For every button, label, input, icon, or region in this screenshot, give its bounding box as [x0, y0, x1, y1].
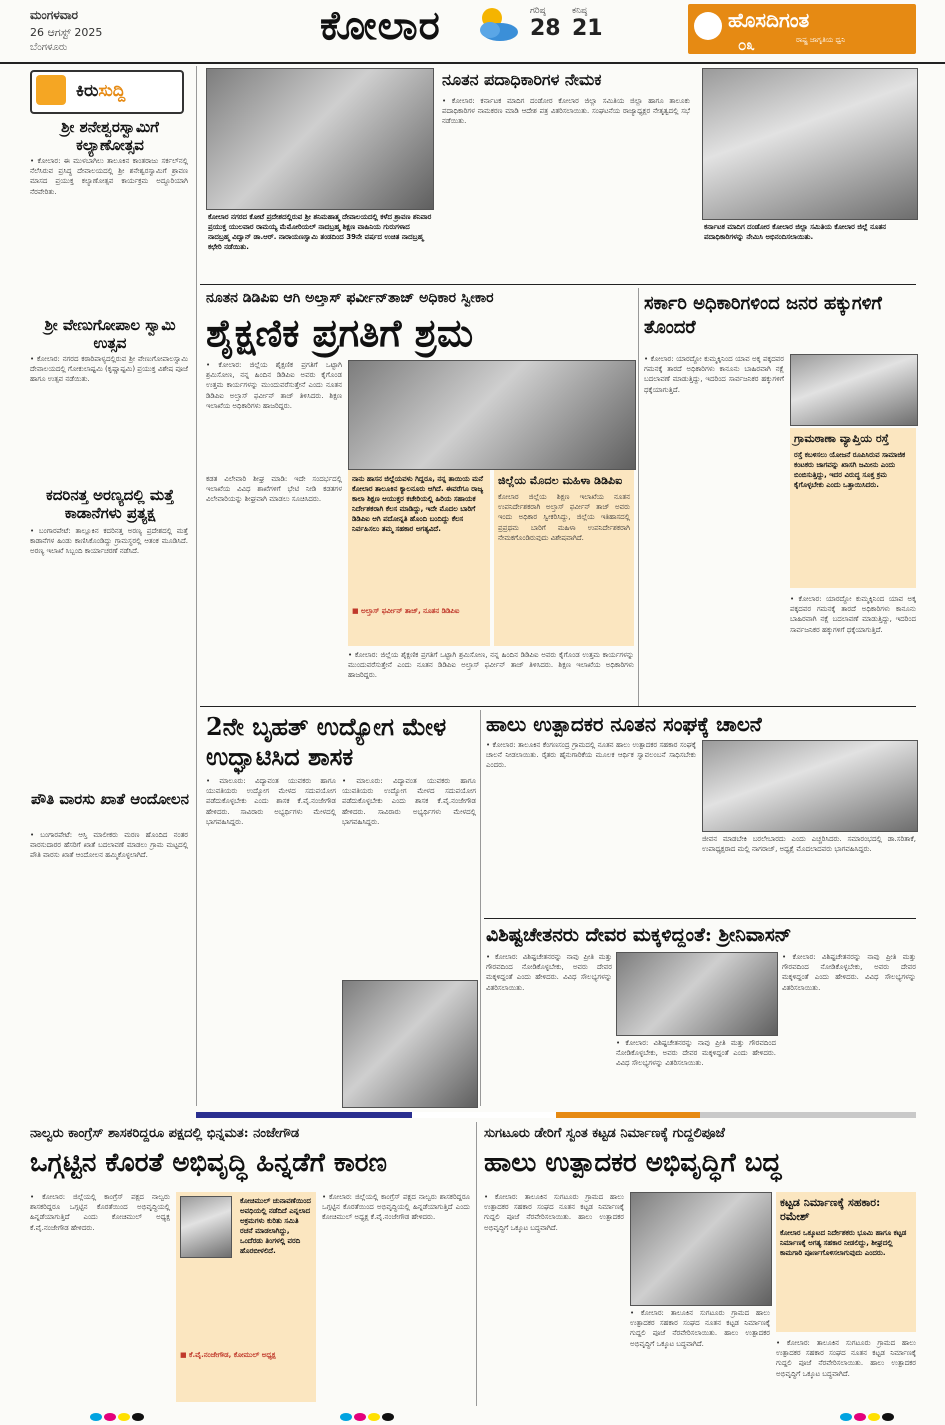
jobfair-article-cont: • ಮಾಲೂರು: ವಿದ್ಯಾವಂತ ಯುವಕರು ಹಾಗೂ ಯುವತಿಯರು ಉದ್ಯೋಗ ಮೇಳದ ಸದುಪಯೋಗ ಪಡೆದುಕೊಳ್ಳಬೇಕು ಎಂದು ಶಾಸಕ ಕೆ.ವೈ.ನಂಜೇಗೌಡ ಹೇಳಿದರು. ಸಾವಿರಾರು ಅಭ್ಯರ್ಥಿಗಳು ಮೇಳದಲ್ಲಿ ಭಾಗವಹಿಸಿದ್ದರು.: [342, 777, 476, 826]
masthead-day: ಮಂಗಳವಾರ: [30, 8, 79, 22]
bottom-right-box: [776, 1192, 916, 1332]
ddpi-article-cont2: • ಕೋಲಾರ: ಜಿಲ್ಲೆಯ ಶೈಕ್ಷಣಿಕ ಪ್ರಗತಿಗೆ ಒಟ್ಟಾಗಿ ಶ್ರಮಿಸೋಣ, ನನ್ನ ಹಿಂದಿನ ಡಿಡಿಪಿಐ ಅವರು ಕೈಗೊಂಡ ಉತ್ತಮ ಕಾರ್ಯಗಳನ್ನು ಮುಂದುವರೆಸುತ್ತೇನೆ ಎಂದು ನೂತನ ಡಿಡಿಪಿಐ ಅಲ್ತಾಸ್ ಫರ್ವೀನ್ ತಾಜ್ ತಿಳಿಸಿದರು. ಶಿಕ್ಷಣ ಇಲಾಖೆಯ ಅಧಿಕಾರಿಗಳು ಹಾಜರಿದ್ದರು.: [348, 651, 634, 680]
photo-nanjegowda: [180, 1196, 232, 1258]
photo-milk-inauguration: [702, 740, 918, 832]
min-temp-label: ಕನಿಷ್ಠ: [572, 6, 588, 16]
disabled-headline: ವಿಶಿಷ್ಟಚೇತನರು ದೇವರ ಮಕ್ಕಳಿದ್ದಂತೆ: ಶ್ರೀನಿವಾಸನ್: [486, 924, 792, 946]
bottom-left-quote-by: ■ ಕೆ.ವೈ.ನಂಜೇಗೌಡ, ಕೋಮುಲ್ ಅಧ್ಯಕ್ಷ: [180, 1351, 276, 1359]
bottom-left-article-cont: • ಕೋಲಾರ: ಜಿಲ್ಲೆಯಲ್ಲಿ ಕಾಂಗ್ರೆಸ್ ಪಕ್ಷದ ನಾಲ್ವರು ಶಾಸಕರಿದ್ದರೂ ಒಗ್ಗಟ್ಟಿನ ಕೊರತೆಯಿಂದ ಅಭಿವೃದ್ಧಿಯಲ್ಲಿ ಹಿನ್ನಡೆಯಾಗುತ್ತಿದೆ ಎಂದು ಕೋಚಿಮುಲ್ ಅಧ್ಯಕ್ಷ ಕೆ.ವೈ.ನಂಜೇಗೌಡ ಹೇಳಿದರು.: [322, 1193, 470, 1222]
disabled-article: • ಕೋಲಾರ: ವಿಶಿಷ್ಟಚೇತನರನ್ನು ನಾವು ಪ್ರೀತಿ ಮತ್ತು ಗೌರವದಿಂದ ನೋಡಿಕೊಳ್ಳಬೇಕು, ಅವರು ದೇವರ ಮಕ್ಕಳಿದ್ದಂತೆ ಎಂದು ಹೇಳಿದರು. ವಿವಿಧ ಸೌಲಭ್ಯಗಳನ್ನು ವಿತರಿಸಲಾಯಿತು.: [486, 953, 612, 992]
rights-box-text: ರಸ್ತೆ ಕಬಳಿಸಲು ಯೋಜನೆ ರೂಪಿಸಿರುವ ಸಾಮಾಜಿಕ ಕಂಟಕರು ಜಾಗವನ್ನು ಖಾಸಗಿ ಜಮೀನು ಎಂದು ಬಿಂಬಿಸುತ್ತಿದ್ದು, ಇದರ ವಿರುದ್ಧ ಸೂಕ್ತ ಕ್ರಮ ಕೈಗೊಳ್ಳಬೇಕು ಎಂದು ಒತ್ತಾಯಿಸಿದರು.: [794, 451, 906, 489]
disabled-article-cont: • ಕೋಲಾರ: ವಿಶಿಷ್ಟಚೇತನರನ್ನು ನಾವು ಪ್ರೀತಿ ಮತ್ತು ಗೌರವದಿಂದ ನೋಡಿಕೊಳ್ಳಬೇಕು, ಅವರು ದೇವರ ಮಕ್ಕಳಿದ್ದಂತೆ ಎಂದು ಹೇಳಿದರು. ವಿವಿಧ ಸೌಲಭ್ಯಗಳನ್ನು ವಿತರಿಸಲಾಯಿತು.: [616, 1039, 776, 1068]
jobfair-headline: 2ನೇ ಬೃಹತ್ ಉದ್ಯೋಗ ಮೇಳ ಉದ್ಘಾಟಿಸಿದ ಶಾಸಕ: [206, 712, 447, 771]
min-temp-value: 21: [572, 16, 603, 41]
left-article-4: • ಬಂಗಾರಪೇಟೆ: ಆಸ್ತಿ ಮಾಲೀಕರು ಮರಣ ಹೊಂದಿದ ನಂತರ ವಾರಸುದಾರರ ಹೆಸರಿಗೆ ಖಾತೆ ಬದಲಾವಣೆ ಮಾಡಲು ಗ್ರಾಮ ಮಟ್ಟದಲ್ಲಿ ಪೌತಿ ವಾರಸು ಖಾತೆ ಆಂದೋಲನ ಹಮ್ಮಿಕೊಳ್ಳಲಾಗಿದೆ.: [30, 831, 188, 860]
bottom-right-article-cont: • ಕೋಲಾರ: ತಾಲೂಕಿನ ಸುಗಟೂರು ಗ್ರಾಮದ ಹಾಲು ಉತ್ಪಾದಕರ ಸಹಕಾರ ಸಂಘದ ನೂತನ ಕಟ್ಟಡ ನಿರ್ಮಾಣಕ್ಕೆ ಗುದ್ದಲಿ ಪೂಜೆ ನೆರವೇರಿಸಲಾಯಿತು. ಹಾಲು ಉತ್ಪಾದಕರ ಅಭಿವೃದ್ಧಿಗೆ ಒಕ್ಕೂಟ ಬದ್ಧವಾಗಿದೆ.: [630, 1309, 770, 1348]
registration-marks-right: [840, 1406, 896, 1425]
kiru-label: ಕಿರು: [76, 81, 99, 101]
milk-article: • ಕೋಲಾರ: ತಾಲೂಕಿನ ಕೆಂಗಣಸಂದ್ರ ಗ್ರಾಮದಲ್ಲಿ ನೂತನ ಹಾಲು ಉತ್ಪಾದಕರ ಸಹಕಾರ ಸಂಘಕ್ಕೆ ಚಾಲನೆ ನೀಡಲಾಯಿತು. ರೈತರು ಹೈನುಗಾರಿಕೆಯ ಮೂಲಕ ಆರ್ಥಿಕ ಸ್ವಾವಲಂಬನೆ ಸಾಧಿಸಬೇಕು ಎಂದರು.: [486, 741, 696, 770]
bottom-right-article: • ಕೋಲಾರ: ತಾಲೂಕಿನ ಸುಗಟೂರು ಗ್ರಾಮದ ಹಾಲು ಉತ್ಪಾದಕರ ಸಹಕಾರ ಸಂಘದ ನೂತನ ಕಟ್ಟಡ ನಿರ್ಮಾಣಕ್ಕೆ ಗುದ್ದಲಿ ಪೂಜೆ ನೆರವೇರಿಸಲಾಯಿತು. ಹಾಲು ಉತ್ಪಾದಕರ ಅಭಿವೃದ್ಧಿಗೆ ಒಕ್ಕೂಟ ಬದ್ಧವಾಗಿದೆ.: [484, 1193, 624, 1232]
ddpi-first-woman-box: [494, 470, 634, 646]
bottom-left-quote: ಕೋಚಿಮುಲ್ ಚುನಾವಣೆಯಿಂದ ಅವಧಿಯಲ್ಲಿ ನಡೆದಿದೆ ಎನ್ನಲಾದ ಅಕ್ರಮಗಳು ಕುರಿತು ಸಮಿತಿ ರಚನೆ ಮಾಡಲಾಗಿದ್ದು, ಒಂದೆರಡು ತಿಂಗಳಲ್ಲಿ ವರದಿ ಹೊರಬೀಳಲಿದೆ.: [240, 1197, 311, 1255]
rights-box-headline: ಗ್ರಾಮಠಾಣಾ ವ್ಯಾಪ್ತಿಯ ರಸ್ತೆ: [794, 432, 889, 445]
ddpi-quote-box: [348, 470, 490, 646]
photo-music-concert: [206, 68, 434, 210]
brand-banner: [688, 4, 916, 54]
left-headline-1: ಶ್ರೀ ಶನೇಶ್ವರಸ್ವಾಮಿಗೆ ಕಲ್ಯಾಣೋತ್ಸವ: [61, 118, 159, 154]
rights-road-box: [790, 428, 916, 588]
masthead-date: 26 ಆಗಸ್ಟ್ 2025: [30, 26, 103, 39]
top-headline: ನೂತನ ಪದಾಧಿಕಾರಿಗಳ ನೇಮಕ: [442, 70, 602, 89]
bottom-right-box-headline: ಕಟ್ಟಡ ನಿರ್ಮಾಣಕ್ಕೆ ಸಹಕಾರ: ರಮೇಶ್: [780, 1196, 881, 1223]
ddpi-article: • ಕೋಲಾರ: ಜಿಲ್ಲೆಯ ಶೈಕ್ಷಣಿಕ ಪ್ರಗತಿಗೆ ಒಟ್ಟಾಗಿ ಶ್ರಮಿಸೋಣ, ನನ್ನ ಹಿಂದಿನ ಡಿಡಿಪಿಐ ಅವರು ಕೈಗೊಂಡ ಉತ್ತಮ ಕಾರ್ಯಗಳನ್ನು ಮುಂದುವರೆಸುತ್ತೇನೆ ಎಂದು ನೂತನ ಡಿಡಿಪಿಐ ಅಲ್ತಾಸ್ ಫರ್ವೀನ್ ತಾಜ್ ತಿಳಿಸಿದರು. ಶಿಕ್ಷಣ ಇಲಾಖೆಯ ಅಧಿಕಾರಿಗಳು ಹಾಜರಿದ್ದರು.: [206, 361, 342, 410]
max-temp-value: 28: [530, 16, 561, 41]
bottom-right-kicker: ಸುಗಟೂರು ಡೇರಿಗೆ ಸ್ವಂತ ಕಟ್ಟಡ ನಿರ್ಮಾಣಕ್ಕೆ ಗುದ್ದಲಿಪೂಜೆ: [484, 1126, 725, 1141]
brand-tagline: ರಾಷ್ಟ್ರ ಜಾಗೃತಿಯ ಧ್ವನಿ: [796, 36, 846, 44]
photo-caption-office-bearers: ಕರ್ನಾಟಕ ಮಾದಿಗ ದಂಡೋರ ಕೋಲಾರ ಜಿಲ್ಲಾ ಸಮಿತಿಯ ಕೋಲಾರ ಜಿಲ್ಲೆ ನೂತನ ಪದಾಧಿಕಾರಿಗಳನ್ನು ನೇಮಿಸಿ ಅಭಿನಂದಿಸಲಾಯಿತು.: [704, 223, 887, 241]
left-article-1: • ಕೋಲಾರ: ಈ ಮುಳಬಾಗಿಲು ತಾಲೂಕಿನ ಕಾಂತರಾಜು ಸರ್ಕಲ್‌ನಲ್ಲಿ ನೆಲೆಸಿರುವ ಪ್ರಸಿದ್ಧ ದೇವಾಲಯದಲ್ಲಿ ಶ್ರೀ ಶನೇಶ್ವರಸ್ವಾಮಿಗೆ ಶ್ರಾವಣ ಮಾಸದ ಪ್ರಯುಕ್ತ ಕಲ್ಯಾಣೋತ್ಸವ ಕಾರ್ಯಕ್ರಮ ಅದ್ದೂರಿಯಾಗಿ ನೆರವೇರಿತು.: [30, 157, 188, 196]
ddpi-box-headline: ಜಿಲ್ಲೆಯ ಮೊದಲ ಮಹಿಳಾ ಡಿಡಿಪಿಐ: [498, 474, 623, 487]
brand-logo-icon: [694, 12, 722, 40]
top-article: • ಕೋಲಾರ: ಕರ್ನಾಟಕ ಮಾದಿಗ ದಂಡೋರ ಕೋಲಾರ ಜಿಲ್ಲಾ ಸಮಿತಿಯ ಜಿಲ್ಲಾ ಹಾಗೂ ತಾಲೂಕು ಪದಾಧಿಕಾರಿಗಳ ನಾಮಕರಣ ಮಾಡಿ ಆದೇಶ ಪತ್ರ ವಿತರಿಸಲಾಯಿತು. ಸಂಘಟನೆಯ ರಾಜ್ಯಾಧ್ಯಕ್ಷರ ನೇತೃತ್ವದಲ್ಲಿ ಸಭೆ ನಡೆಯಿತು.: [442, 97, 690, 126]
registration-marks-left: [90, 1406, 146, 1425]
jobfair-article: • ಮಾಲೂರು: ವಿದ್ಯಾವಂತ ಯುವಕರು ಹಾಗೂ ಯುವತಿಯರು ಉದ್ಯೋಗ ಮೇಳದ ಸದುಪಯೋಗ ಪಡೆದುಕೊಳ್ಳಬೇಕು ಎಂದು ಶಾಸಕ ಕೆ.ವೈ.ನಂಜೇಗೌಡ ಹೇಳಿದರು. ಸಾವಿರಾರು ಅಭ್ಯರ್ಥಿಗಳು ಮೇಳದಲ್ಲಿ ಭಾಗವಹಿಸಿದ್ದರು.: [206, 777, 336, 826]
hand-icon: [36, 75, 66, 105]
photo-ground-breaking: [630, 1192, 772, 1306]
left-headline-3: ಕದರಿನತ್ತ ಅರಣ್ಯದಲ್ಲಿ ಮತ್ತೆ ಕಾಡಾನೆಗಳು ಪ್ರತ್ಯಕ್ಷ: [45, 486, 174, 522]
ddpi-quote-text: ನಾನು ಹಾಸನ ಜಿಲ್ಲೆಯವಳು ಗಿದ್ದರೂ, ನನ್ನ ತಾಯಿಯ ಮನೆ ಕೋಲಾರ ತಾಲೂಕಿನ ಕ್ಯಾಲನೂರು ಆಗಿದೆ. ಈವರೆಗೂ ರಾಜ್ಯ ಕಾಲಾ ಶಿಕ್ಷಣ ಆಯುಕ್ತರ ಕಚೇರಿಯಲ್ಲಿ ಹಿರಿಯ ಸಹಾಯಕ ನಿರ್ದೇಶಕರಾಗಿ ಕೆಲಸ ಮಾಡಿದ್ದು, ಇದೇ ಮೊದಲ ಬಾರಿಗೆ ಡಿಡಿಪಿಐ ಆಗಿ ಪದೋನ್ನತಿ ಹೊಂದಿ ಬಂದಿದ್ದು ಕೆಲಸ ನಿರ್ವಹಿಸಲು ತಮ್ಮ ಸಹಕಾರ ಅಗತ್ಯವಿದೆ.: [352, 475, 484, 533]
bottom-right-headline: ಹಾಲು ಉತ್ಪಾದಕರ ಅಭಿವೃದ್ಧಿಗೆ ಬದ್ಧ: [484, 1148, 782, 1178]
left-article-3: • ಬಂಗಾರಪೇಟೆ: ತಾಲ್ಲೂಕಿನ ಕದರಿನತ್ತ ಅರಣ್ಯ ಪ್ರದೇಶದಲ್ಲಿ ಮತ್ತೆ ಕಾಡಾನೆಗಳ ಹಿಂಡು ಕಾಣಿಸಿಕೊಂಡಿದ್ದು ಗ್ರಾಮಸ್ಥರಲ್ಲಿ ಆತಂಕ ಮೂಡಿಸಿದೆ. ಅರಣ್ಯ ಇಲಾಖೆ ಸಿಬ್ಬಂದಿ ಕಾರ್ಯಾಚರಣೆ ನಡೆಸಿದೆ.: [30, 527, 188, 556]
bottom-left-article: • ಕೋಲಾರ: ಜಿಲ್ಲೆಯಲ್ಲಿ ಕಾಂಗ್ರೆಸ್ ಪಕ್ಷದ ನಾಲ್ವರು ಶಾಸಕರಿದ್ದರೂ ಒಗ್ಗಟ್ಟಿನ ಕೊರತೆಯಿಂದ ಅಭಿವೃದ್ಧಿಯಲ್ಲಿ ಹಿನ್ನಡೆಯಾಗುತ್ತಿದೆ ಎಂದು ಕೋಚಿಮುಲ್ ಅಧ್ಯಕ್ಷ ಕೆ.ವೈ.ನಂಜೇಗೌಡ ಹೇಳಿದರು.: [30, 1193, 170, 1232]
kiru-suddi-label: [30, 70, 184, 114]
bottom-right-article-side: • ಕೋಲಾರ: ತಾಲೂಕಿನ ಸುಗಟೂರು ಗ್ರಾಮದ ಹಾಲು ಉತ್ಪಾದಕರ ಸಹಕಾರ ಸಂಘದ ನೂತನ ಕಟ್ಟಡ ನಿರ್ಮಾಣಕ್ಕೆ ಗುದ್ದಲಿ ಪೂಜೆ ನೆರವೇರಿಸಲಾಯಿತು. ಹಾಲು ಉತ್ಪಾದಕರ ಅಭಿವೃದ್ಧಿಗೆ ಒಕ್ಕೂಟ ಬದ್ಧವಾಗಿದೆ.: [776, 1339, 916, 1378]
rights-article-cont: • ಕೋಲಾರ: ಯಾರದ್ದೋ ಕುಮ್ಮಕ್ಕಿನಿಂದ ಯಾವ ಅಕ್ಕ ಪಕ್ಕದವರ ಗಮನಕ್ಕೆ ತಾರದೆ ಅಧಿಕಾರಿಗಳು ಕಾನೂನು ಬಾಹಿರವಾಗಿ ನಕ್ಷೆ ಬದಲಾವಣೆ ಮಾಡುತ್ತಿದ್ದು, ಇದರಿಂದ ಸಾರ್ವಜನಿಕರ ಹಕ್ಕುಗಳಿಗೆ ಧಕ್ಕೆಯಾಗುತ್ತಿದೆ.: [790, 595, 916, 634]
edition-title: ಕೋಲಾರ: [320, 2, 441, 49]
left-headline-2: ಶ್ರೀ ವೇಣುಗೋಪಾಲ ಸ್ವಾಮಿ ಉತ್ಸವ: [44, 316, 176, 352]
ddpi-kicker: ನೂತನ ಡಿಡಿಪಿಐ ಆಗಿ ಅಲ್ತಾಸ್ ಫರ್ವೀನ್‌ತಾಜ್ ಅಧಿಕಾರ ಸ್ವೀಕಾರ: [206, 290, 494, 306]
max-temp-label: ಗರಿಷ್ಠ: [530, 6, 546, 16]
bottom-left-kicker: ನಾಲ್ವರು ಕಾಂಗ್ರೆಸ್ ಶಾಸಕರಿದ್ದರೂ ಪಕ್ಷದಲ್ಲಿ ಭಿನ್ನಮತ: ನಂಜೇಗೌಡ: [30, 1126, 300, 1141]
max-temp-block: [530, 6, 561, 41]
photo-caption-concert: ಕೋಲಾರ ನಗರದ ಕೋಟೆ ಪ್ರದೇಶದಲ್ಲಿರುವ ಶ್ರೀ ಶನಿಮಹಾತ್ಮ ದೇವಾಲಯದಲ್ಲಿ ಕಳೆದ ಶ್ರಾವಣ ಶನಿವಾರ ಪ್ರಯುಕ್ತ ಯುಲವಾರ ರಾಮಯ್ಯ ಮೆಮೋರಿಯಲ್ ನಾದಬ್ರಹ್ಮ ಶಿಕ್ಷಣ ವಾಹಿನಿಯ ಗುರುಗಳಾದ ನಾದಬ್ರಹ್ಮ ವಿದ್ವಾನ್ ಡಾ.ಆರ್. ನಾರಾಯಣಸ್ವಾಮಿ ತಂಡದಿಂದ 39ನೇ ವರ್ಷದ ಉಚಿತ ನಾದಬ್ರಹ್ಮ ಕಛೇರಿ ನಡೆಯಿತು.: [208, 213, 432, 251]
masthead: [0, 0, 945, 64]
brand-name: ಹೊಸದಿಗಂತ: [728, 8, 810, 32]
masthead-city: ಬೆಂಗಳೂರು: [30, 42, 68, 53]
photo-memorandum: [790, 354, 918, 426]
ddpi-headline: ಶೈಕ್ಷಣಿಕ ಪ್ರಗತಿಗೆ ಶ್ರಮ: [206, 310, 474, 355]
section-divider-band: [196, 1112, 916, 1118]
bottom-right-box-text: ಕೋಲಾರ ಒಕ್ಕೂಟದ ನಿರ್ದೇಶಕರು ಭೂಮಿ ಹಾಗೂ ಕಟ್ಟಡ ನಿರ್ಮಾಣಕ್ಕೆ ಅಗತ್ಯ ಸಹಕಾರ ನೀಡಲಿದ್ದು, ಶೀಘ್ರದಲ್ಲಿ ಕಾಮಗಾರಿ ಪೂರ್ಣಗೊಳಿಸಲಾಗುವುದು ಎಂದರು.: [780, 1229, 907, 1257]
bottom-left-quote-box: [176, 1192, 316, 1402]
suddi-label: ಸುದ್ದಿ: [98, 81, 126, 101]
min-temp-block: [572, 6, 603, 41]
left-article-2: • ಕೋಲಾರ: ನಗರದ ಕಠಾರಿಪಾಳ್ಯದಲ್ಲಿರುವ ಶ್ರೀ ವೇಣುಗೋಪಾಲಸ್ವಾಮಿ ದೇವಾಲಯದಲ್ಲಿ ಗೋಕುಲಾಷ್ಟಮಿ (ಕೃಷ್ಣಾಷ್ಟಮಿ) ಪ್ರಯುಕ್ತ ವಿಶೇಷ ಪೂಜೆ ಹಾಗೂ ಉತ್ಸವ ನಡೆಯಿತು.: [30, 355, 188, 384]
photo-office-bearers: [702, 68, 918, 220]
page-number: ೦೩: [738, 36, 755, 54]
disabled-article-side: • ಕೋಲಾರ: ವಿಶಿಷ್ಟಚೇತನರನ್ನು ನಾವು ಪ್ರೀತಿ ಮತ್ತು ಗೌರವದಿಂದ ನೋಡಿಕೊಳ್ಳಬೇಕು, ಅವರು ದೇವರ ಮಕ್ಕಳಿದ್ದಂತೆ ಎಂದು ಹೇಳಿದರು. ವಿವಿಧ ಸೌಲಭ್ಯಗಳನ್ನು ವಿತರಿಸಲಾಯಿತು.: [782, 953, 916, 992]
left-headline-4: ಪೌತಿ ವಾರಸು ಖಾತೆ ಆಂದೋಲನ: [31, 790, 189, 808]
cloud-sun-icon: [470, 4, 530, 54]
photo-ddpi: [348, 360, 636, 470]
milk-headline: ಹಾಲು ಉತ್ಪಾದಕರ ನೂತನ ಸಂಘಕ್ಕೆ ಚಾಲನೆ: [486, 712, 762, 736]
registration-marks-center: [340, 1406, 396, 1425]
ddpi-quote-by: ■ ಅಲ್ತಾಸ್ ಫರ್ವೀನ್ ತಾಜ್, ನೂತನ ಡಿಡಿಪಿಐ: [352, 607, 460, 615]
bottom-left-headline: ಒಗ್ಗಟ್ಟಿನ ಕೊರತೆ ಅಭಿವೃದ್ಧಿ ಹಿನ್ನಡೆಗೆ ಕಾರಣ: [30, 1148, 387, 1178]
photo-disabled-event: [616, 952, 778, 1036]
ddpi-article-cont: ಕಡತ ವಿಲೇವಾರಿ ಶೀಘ್ರ ಮಾಡಿ: ಇದೇ ಸಂದರ್ಭದಲ್ಲಿ ಇಲಾಖೆಯ ವಿವಿಧ ಶಾಖೆಗಳಿಗೆ ಭೇಟಿ ನೀಡಿ ಕಡತಗಳ ವಿಲೇವಾರಿಯನ್ನು ಶೀಘ್ರವಾಗಿ ಮಾಡಲು ಸೂಚಿಸಿದರು.: [206, 475, 342, 504]
rights-headline: ಸರ್ಕಾರಿ ಅಧಿಕಾರಿಗಳಿಂದ ಜನರ ಹಕ್ಕುಗಳಿಗೆ ತೊಂದರೆ: [644, 293, 882, 338]
milk-article-side: ಜೀವನ ಮಾಡಬೇಕಿ ಬರಲೇಬಾರದು ಎಂದು ಎಚ್ಚರಿಸಿದರು. ಸಮಾರಂಭದಲ್ಲಿ ಡಾ.ಸರಿತಾಕೆ, ಉಪಾಧ್ಯಕ್ಷರಾದ ಮಲ್ಲಿ ನಾಗರಾಜ್, ಅಧ್ಯಕ್ಷೆ ಮೊದಲಾದವರು ಭಾಗವಹಿಸಿದ್ದರು.: [702, 835, 916, 854]
ddpi-box-text: ಕೋಲಾರ ಜಿಲ್ಲೆಯ ಶಿಕ್ಷಣ ಇಲಾಖೆಯ ನೂತನ ಉಪನಿರ್ದೇಶಕರಾಗಿ ಅಲ್ತಾಸ್ ಫರ್ವೀನ್ ತಾಜ್ ಅವರು ಇಂದು ಅಧಿಕಾರ ಸ್ವೀಕರಿಸಿದ್ದು, ಜಿಲ್ಲೆಯ ಇತಿಹಾಸದಲ್ಲಿ ಪ್ರಪ್ರಥಮ ಬಾರಿಗೆ ಮಹಿಳಾ ಉಪನಿರ್ದೇಶಕರಾಗಿ ನೇಮಕಗೊಂಡಿರುವುದು ವಿಶೇಷವಾಗಿದೆ.: [498, 493, 630, 542]
photo-jobfair: [342, 980, 478, 1108]
rights-article: • ಕೋಲಾರ: ಯಾರದ್ದೋ ಕುಮ್ಮಕ್ಕಿನಿಂದ ಯಾವ ಅಕ್ಕ ಪಕ್ಕದವರ ಗಮನಕ್ಕೆ ತಾರದೆ ಅಧಿಕಾರಿಗಳು ಕಾನೂನು ಬಾಹಿರವಾಗಿ ನಕ್ಷೆ ಬದಲಾವಣೆ ಮಾಡುತ್ತಿದ್ದು, ಇದರಿಂದ ಸಾರ್ವಜನಿಕರ ಹಕ್ಕುಗಳಿಗೆ ಧಕ್ಕೆಯಾಗುತ್ತಿದೆ.: [644, 355, 784, 394]
